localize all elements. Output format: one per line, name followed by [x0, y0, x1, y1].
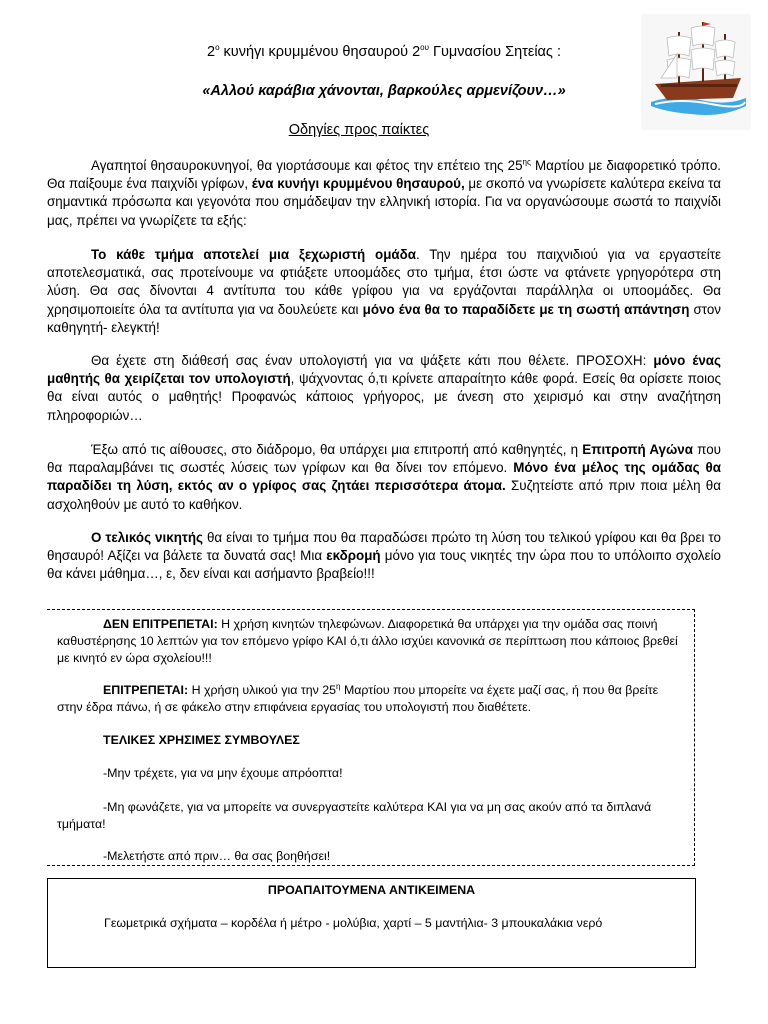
instructions-heading: Οδηγίες προς παίκτες [288, 122, 430, 138]
required-items-list: Γεωμετρικά σχήματα – κορδέλα ή μέτρο - μολύβια, χαρτί – 5 μαντήλια- 3 μπουκαλάκια νερό [104, 916, 603, 930]
rule-forbidden: ΔΕΝ ΕΠΙΤΡΕΠΕΤΑΙ: Η χρήση κινητών τηλεφώνων. Διαφορετικά θα υπάρχει για την ομάδα σας ποινή καθυστέρησης 10 λεπτών για τον επόμενο γρίφο ΚΑΙ ό,τι άλλο ισχύει κανονικά σε περίπτωση που κάποιος βρεθεί με κινητό εν ώρα σχολείου!!! [57, 617, 678, 665]
sailing-ship-icon [641, 14, 751, 130]
required-items-title: ΠΡΟΑΠΑΙΤΟΥΜΕΝΑ ΑΝΤΙΚΕΙΜΕΝΑ [267, 883, 476, 897]
paragraph-computer: Θα έχετε στη διάθεσή σας έναν υπολογιστή για να ψάξετε κάτι που θέλετε. ΠΡΟΣΟΧΗ: μόνο ένας μαθητής θα χειρίζεται τον υπολογιστή, ψάχνοντας ό,τι κρίνετε απαραίτητο κάθε φορά. Εσείς θα ορίσετε ποιος θα είναι αυτός ο μαθητής! Προφανώς κάποιος γρήγορος, με άνεση στο χειρισμό και στην αναζήτηση πληροφοριών… [47, 353, 722, 423]
paragraph-winner: Ο τελικός νικητής θα είναι το τμήμα που θα παραδώσει πρώτο τη λύση του τελικού γρίφου και θα βρει το θησαυρό! Αξίζει να βάλετε τα δυνατά σας! Μια εκδρομή μόνο για τους νικητές την ώρα που το υπόλοιπο σχολείο θα κάνει μάθημα…, ε, δεν είναι και ασήμαντο βραβείο!!! [47, 530, 721, 582]
document-title: $2^o$ κυνήγι κρυμμένου θησαυρού $2^{o\upsilon}$ Γυμνασίου Σητείας : [207, 43, 561, 60]
rule-allowed: ΕΠΙΤΡΕΠΕΤΑΙ: Η χρήση υλικού για την $25^\eta$ Μαρτίου που μπορείτε να έχετε μαζί σας, ή που θα βρείτε στην έδρα πάνω, ή σε φάκελο στην επιφάνεια εργασίας του υπολογιστή που διαθέτετε. [57, 681, 659, 714]
tip-item: -Μελετήστε από πριν… θα σας βοηθήσει! [103, 849, 331, 863]
document-subtitle: «Αλλού καράβια χάνονται, βαρκούλες αρμενίζουν…» [202, 83, 566, 99]
tip-item: -Μην τρέχετε, για να μην έχουμε απρόοπτα! [103, 766, 343, 780]
tip-item: -Μη φωνάζετε, για να μπορείτε να συνεργαστείτε καλύτερα ΚΑΙ για να μη σας ακούν από τα διπλανά τμήματα! [57, 800, 652, 831]
paragraph-teams: Το κάθε τμήμα αποτελεί μια ξεχωριστή ομάδα. Την ημέρα του παιχνιδιού για να εργαστείτε αποτελεσματικά, σας προτείνουμε να φτιάξετε υποομάδες στο τμήμα, έτσι ώστε να φτάνετε γρηγορότερα στη λύση. Θα σας δίνονται 4 αντίτυπα του κάθε γρίφου για να εργάζονται παράλληλα οι υποομάδες. Θα χρησιμοποιείτε όλα τα αντίτυπα για να δουλεύετε και μόνο ένα θα το παραδίδετε με τη σωστή απάντηση στον καθηγητή- ελεγκτή! [47, 247, 721, 335]
paragraph-intro: Αγαπητοί θησαυροκυνηγοί, θα γιορτάσουμε και φέτος την επέτειο της $25^{\eta\varsigma}$ Μαρτίου με διαφορετικό τρόπο. Θα παίξουμε ένα παιχνίδι γρίφων, ένα κυνήγι κρυμμένου θησαυρού, με σκοπό να γνωρίσετε καλύτερα εκείνα τα σημαντικά πρόσωπα και γεγονότα που σημάδεψαν την ελληνική ιστορία. Για να οργανώσουμε σωστά το παιχνίδι μας, πρέπει να γνωρίζετε τα εξής: [47, 157, 721, 228]
tips-heading: ΤΕΛΙΚΕΣ ΧΡΗΣΙΜΕΣ ΣΥΜΒΟΥΛΕΣ [103, 733, 300, 747]
paragraph-committee: Έξω από τις αίθουσες, στο διάδρομο, θα υπάρχει μια επιτροπή από καθηγητές, η Επιτροπή Αγώνα που θα παραλαμβάνει τις σωστές λύσεις των γρίφων και θα δίνει τον επόμενο. Μόνο ένα μέλος της ομάδας θα παραδίδει τη λύση, εκτός αν ο γρίφος σας ζητάει περισσότερα άτομα. Συζητείστε από πριν ποια μέλη θα ασχοληθούν με αυτό το καθήκον. [47, 442, 721, 512]
